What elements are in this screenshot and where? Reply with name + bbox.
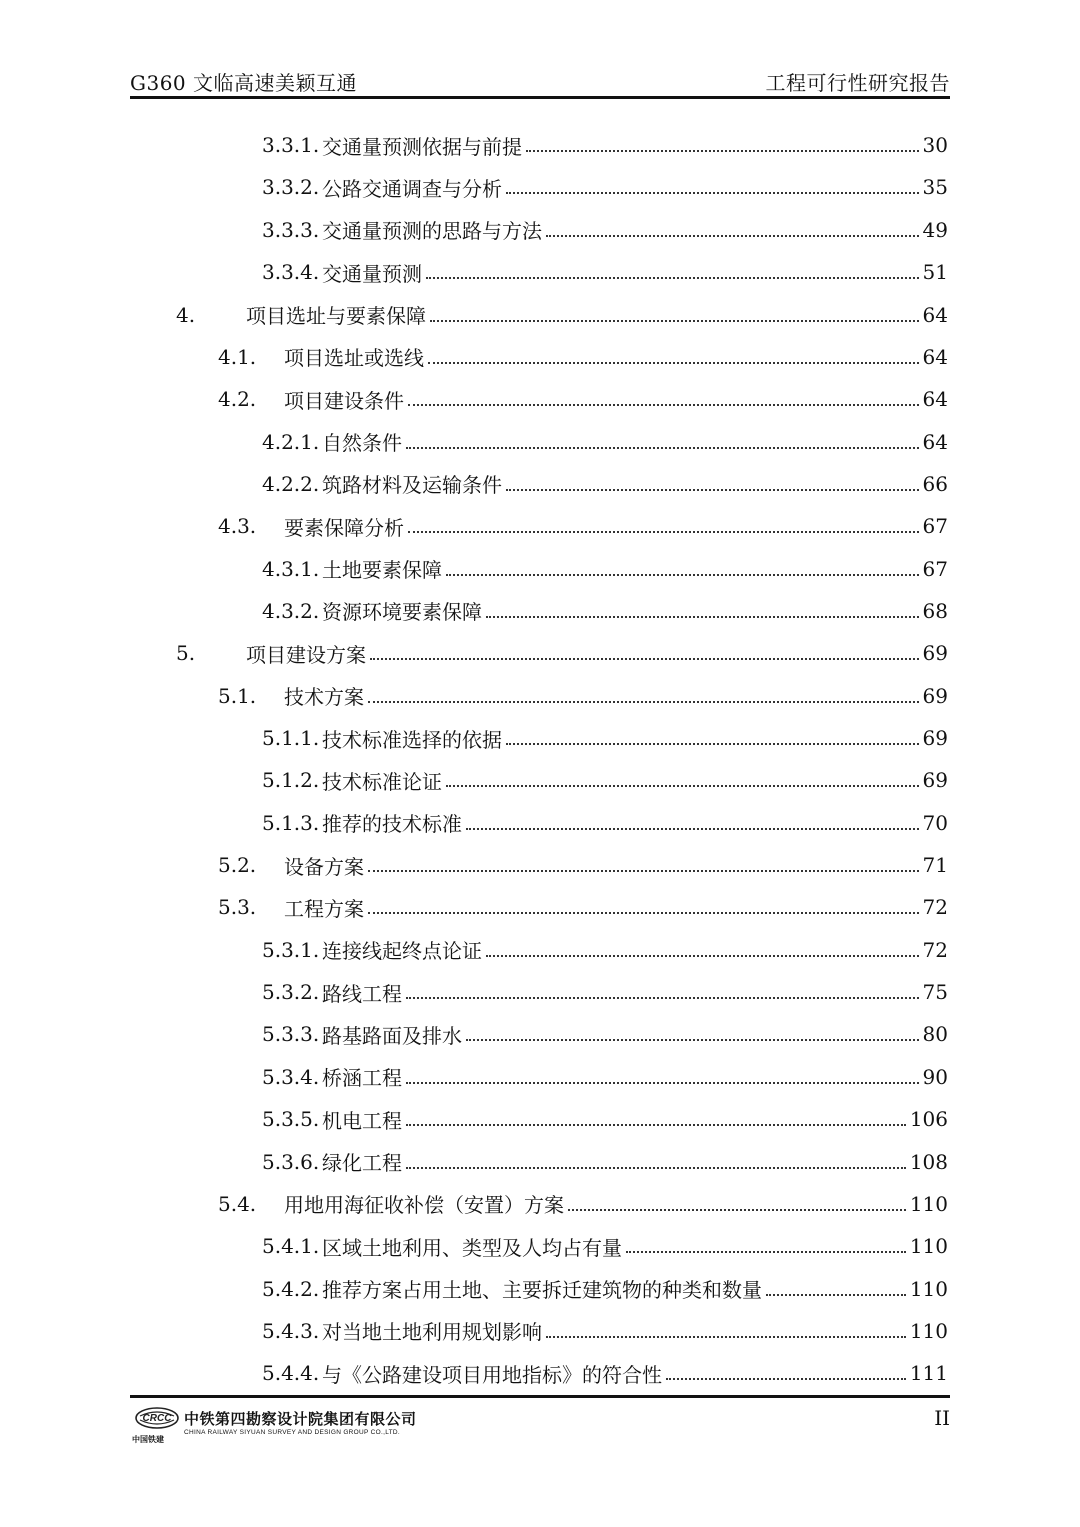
toc-entry[interactable] [0, 1310, 948, 1352]
toc-dot-leader [368, 912, 919, 914]
toc-dot-leader [466, 828, 919, 830]
toc-entry[interactable] [0, 1267, 948, 1309]
footer-divider [130, 1395, 950, 1398]
toc-entry[interactable] [0, 1013, 948, 1055]
toc-dot-leader [406, 447, 919, 449]
toc-entry-number: 5.1.1. [262, 726, 320, 751]
toc-entry-page: 71 [922, 853, 948, 878]
toc-entry-number: 5.3.3. [262, 1022, 320, 1047]
toc-entry-number: 4.2.1. [262, 429, 320, 454]
toc-entry-title: 要素保障分析 [284, 515, 404, 540]
toc-entry[interactable] [0, 717, 948, 759]
header-report-title: 工程可行性研究报告 [765, 71, 950, 95]
toc-entry-number: 5.2. [218, 853, 257, 878]
toc-entry[interactable] [0, 1140, 948, 1182]
toc-entry-page: 64 [922, 344, 948, 369]
toc-dot-leader [406, 997, 919, 999]
toc-entry-number: 5.1.3. [262, 810, 320, 835]
toc-entry-page: 106 [909, 1107, 948, 1132]
toc-dot-leader [546, 1336, 906, 1338]
toc-entry[interactable] [0, 251, 948, 293]
logo-text: CRCC [142, 1413, 172, 1424]
toc-entry-page: 69 [922, 683, 948, 708]
toc-entry-page: 70 [922, 810, 948, 835]
toc-entry-number: 5.4.3. [262, 1318, 320, 1343]
toc-entry[interactable] [0, 505, 948, 547]
toc-entry-page: 67 [922, 514, 948, 539]
toc-entry-title: 交通量预测 [322, 261, 422, 286]
toc-entry-title: 技术标准论证 [322, 769, 442, 794]
toc-entry-number: 4.3.1. [262, 556, 320, 581]
toc-entry-title: 推荐的技术标准 [322, 812, 462, 837]
toc-dot-leader [486, 955, 919, 957]
toc-entry-page: 64 [922, 302, 948, 327]
toc-dot-leader [446, 574, 919, 576]
toc-entry-page: 90 [922, 1064, 948, 1089]
toc-entry-title: 土地要素保障 [322, 558, 442, 583]
toc-dot-leader [626, 1251, 906, 1253]
toc-entry-title: 桥涵工程 [322, 1066, 402, 1091]
toc-entry-number: 4.2.2. [262, 471, 320, 496]
toc-entry-number: 5.4.4. [262, 1361, 320, 1386]
toc-entry-number: 4.3.2. [262, 598, 320, 623]
toc-entry-page: 35 [922, 175, 948, 200]
toc-entry-title: 项目建设条件 [284, 388, 404, 413]
toc-entry[interactable] [0, 1225, 948, 1267]
toc-dot-leader [406, 1124, 906, 1126]
header-project-title: G360 文临高速美颖互通 [130, 71, 358, 95]
toc-entry-page: 110 [909, 1318, 948, 1343]
logo-subtitle: 中国铁建 [132, 1435, 164, 1444]
toc-dot-leader [486, 616, 919, 618]
toc-entry-number: 5.4. [218, 1191, 257, 1216]
toc-entry-title: 工程方案 [284, 896, 364, 921]
toc-entry-page: 69 [922, 768, 948, 793]
toc-entry[interactable] [0, 463, 948, 505]
toc-entry-title: 与《公路建设项目用地指标》的符合性 [322, 1362, 662, 1387]
toc-entry-title: 交通量预测的思路与方法 [322, 219, 542, 244]
toc-dot-leader [568, 1209, 906, 1211]
toc-entry-title: 路基路面及排水 [322, 1023, 462, 1048]
toc-entry[interactable] [0, 971, 948, 1013]
toc-dot-leader [526, 150, 919, 152]
toc-entry[interactable] [0, 166, 948, 208]
toc-entry-number: 5.3.2. [262, 980, 320, 1005]
toc-entry[interactable] [0, 420, 948, 462]
toc-dot-leader [406, 1082, 919, 1084]
toc-entry-page: 49 [922, 217, 948, 242]
toc-dot-leader [446, 785, 919, 787]
toc-dot-leader [406, 1167, 906, 1169]
toc-entry-page: 64 [922, 429, 948, 454]
toc-entry-number: 4.1. [218, 344, 257, 369]
toc-entry-number: 3.3.4. [262, 260, 320, 285]
toc-entry-page: 30 [922, 133, 948, 158]
toc-entry-page: 110 [909, 1191, 948, 1216]
toc-entry-page: 110 [909, 1276, 948, 1301]
toc-entry-page: 80 [922, 1022, 948, 1047]
toc-dot-leader [428, 362, 919, 364]
toc-entry-page: 51 [922, 260, 948, 285]
toc-entry-title: 公路交通调查与分析 [322, 176, 502, 201]
toc-entry-number: 5.4.1. [262, 1234, 320, 1259]
toc-entry[interactable] [0, 548, 948, 590]
toc-entry-title: 路线工程 [322, 981, 402, 1006]
toc-entry-page: 67 [922, 556, 948, 581]
toc-entry-page: 72 [922, 937, 948, 962]
toc-dot-leader [368, 870, 919, 872]
toc-entry-title: 交通量预测依据与前提 [322, 134, 522, 159]
toc-entry[interactable] [0, 759, 948, 801]
toc-entry[interactable] [0, 844, 948, 886]
toc-entry-title: 自然条件 [322, 431, 402, 456]
toc-entry-number: 5.3.5. [262, 1107, 320, 1132]
toc-entry-title: 项目选址与要素保障 [246, 304, 426, 329]
toc-entry-number: 5.1. [218, 683, 257, 708]
toc-entry-number: 4. [176, 302, 196, 327]
toc-entry-number: 5.3.6. [262, 1149, 320, 1174]
toc-entry-page: 68 [922, 598, 948, 623]
toc-entry-title: 资源环境要素保障 [322, 600, 482, 625]
toc-entry[interactable] [0, 632, 948, 674]
page-footer [130, 1404, 950, 1444]
toc-entry[interactable] [0, 1098, 948, 1140]
toc-entry-number: 4.2. [218, 387, 257, 412]
toc-entry-title: 区域土地利用、类型及人均占有量 [322, 1235, 622, 1260]
toc-entry-number: 5.1.2. [262, 768, 320, 793]
toc-entry-title: 项目建设方案 [246, 642, 366, 667]
toc-dot-leader [506, 192, 919, 194]
toc-dot-leader [368, 701, 919, 703]
toc-entry-number: 5.3.1. [262, 937, 320, 962]
toc-entry[interactable] [0, 1056, 948, 1098]
toc-entry-title: 推荐方案占用土地、主要拆迁建筑物的种类和数量 [322, 1278, 762, 1303]
toc-entry[interactable] [0, 293, 948, 335]
header-divider [130, 96, 950, 99]
toc-entry-number: 3.3.1. [262, 133, 320, 158]
toc-dot-leader [766, 1294, 906, 1296]
toc-entry-title: 筑路材料及运输条件 [322, 473, 502, 498]
toc-entry[interactable] [0, 1183, 948, 1225]
toc-entry[interactable] [0, 675, 948, 717]
toc-entry-page: 69 [922, 726, 948, 751]
toc-entry-title: 技术标准选择的依据 [322, 727, 502, 752]
toc-entry-page: 110 [909, 1234, 948, 1259]
toc-entry-title: 对当地土地利用规划影响 [322, 1320, 542, 1345]
toc-dot-leader [426, 277, 919, 279]
toc-entry-title: 机电工程 [322, 1108, 402, 1133]
toc-entry[interactable] [0, 1352, 948, 1394]
toc-entry-title: 项目选址或选线 [284, 346, 424, 371]
toc-entry-number: 5.3. [218, 895, 257, 920]
toc-entry[interactable] [0, 929, 948, 971]
toc-entry[interactable] [0, 590, 948, 632]
toc-entry-page: 69 [922, 641, 948, 666]
toc-entry-page: 72 [922, 895, 948, 920]
toc-entry-title: 技术方案 [284, 685, 364, 710]
toc-entry[interactable] [0, 802, 948, 844]
toc-entry-page: 111 [909, 1361, 948, 1386]
company-name-cn: 中铁第四勘察设计院集团有限公司 [184, 1410, 417, 1428]
toc-entry-page: 66 [922, 471, 948, 496]
toc-dot-leader [370, 658, 919, 660]
toc-entry[interactable] [0, 336, 948, 378]
toc-entry-page: 108 [909, 1149, 948, 1174]
toc-entry[interactable] [0, 378, 948, 420]
toc-dot-leader [506, 743, 919, 745]
toc-entry-number: 5. [176, 641, 196, 666]
toc-dot-leader [546, 235, 919, 237]
toc-entry-number: 5.3.4. [262, 1064, 320, 1089]
toc-entry-number: 5.4.2. [262, 1276, 320, 1301]
toc-dot-leader [506, 489, 919, 491]
page-header [130, 62, 950, 96]
toc-entry-number: 3.3.3. [262, 217, 320, 242]
toc-entry-title: 设备方案 [284, 854, 364, 879]
toc-entry-title: 连接线起终点论证 [322, 939, 482, 964]
toc-dot-leader [408, 404, 919, 406]
toc-entry-page: 64 [922, 387, 948, 412]
toc-entry-page: 75 [922, 980, 948, 1005]
company-name-en: CHINA RAILWAY SIYUAN SURVEY AND DESIGN GROUP CO.,LTD. [184, 1429, 401, 1436]
toc-entry-title: 用地用海征收补偿（安置）方案 [284, 1193, 564, 1218]
toc-entry[interactable] [0, 209, 948, 251]
toc-dot-leader [466, 1039, 919, 1041]
toc-entry[interactable] [0, 124, 948, 166]
toc-dot-leader [666, 1378, 906, 1380]
page-number: II [934, 1406, 950, 1430]
toc-entry-number: 3.3.2. [262, 175, 320, 200]
toc-entry-number: 4.3. [218, 514, 257, 539]
toc-entry[interactable] [0, 886, 948, 928]
toc-dot-leader [408, 531, 919, 533]
toc-entry-title: 绿化工程 [322, 1151, 402, 1176]
toc-dot-leader [430, 320, 919, 322]
